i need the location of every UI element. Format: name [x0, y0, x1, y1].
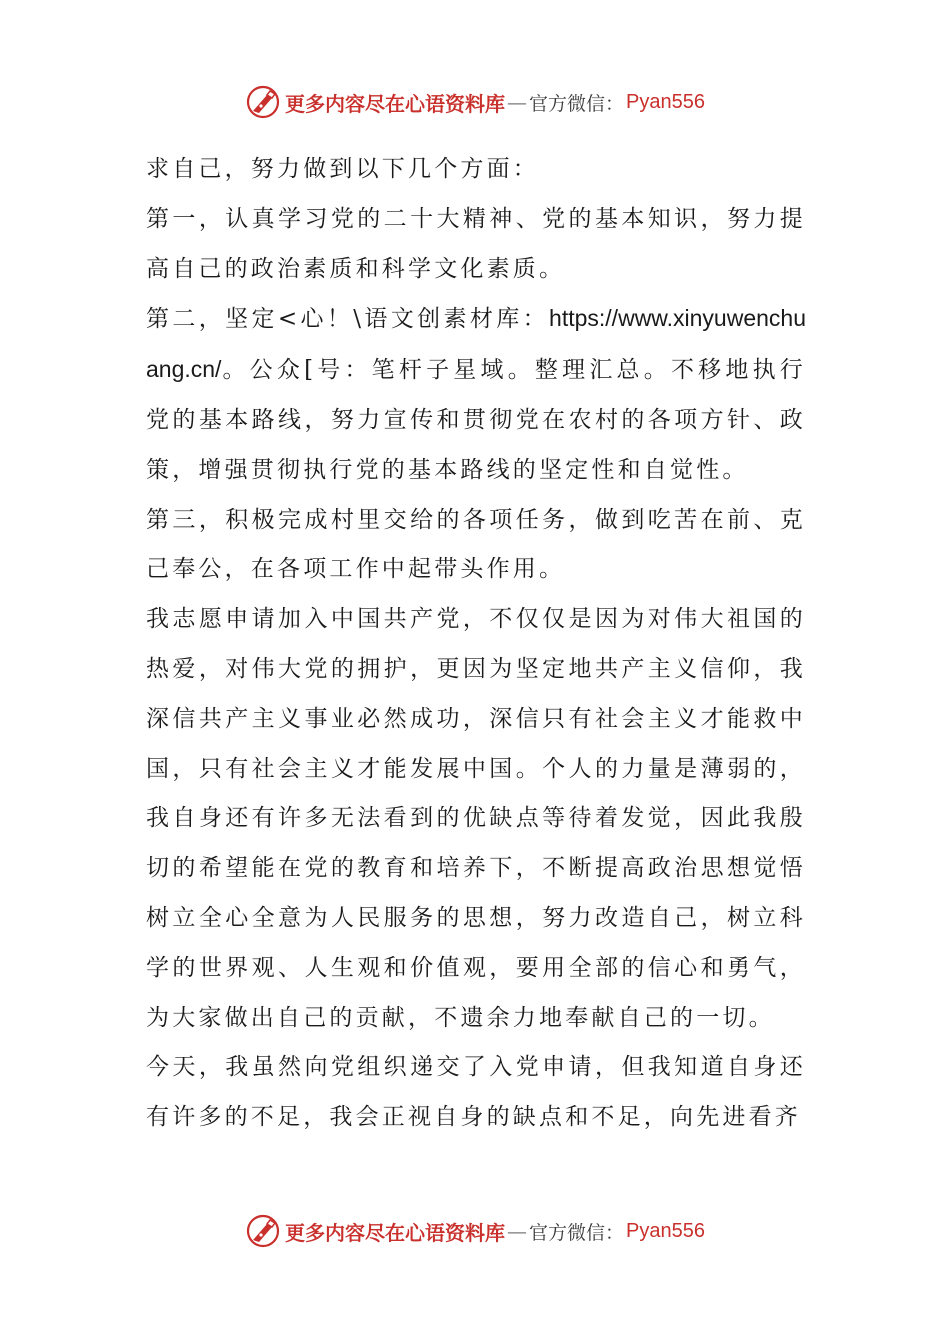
- footer-banner: [0, 1211, 950, 1251]
- paragraph-3-lead: 第二，坚定<心！\语文创素材库：: [146, 306, 550, 333]
- header-banner: [0, 82, 950, 122]
- document-body: [146, 145, 806, 1143]
- paragraph-6: 今天，我虽然向党组织递交了入党申请，但我知道自身还有许多的不足，我会正视自身的缺点和不足，向先进看齐: [146, 1054, 806, 1131]
- paragraph-3: [146, 294, 806, 495]
- paragraph-3-rest: 。公众[号：笔杆子星域。整理汇总。不移地执行党的基本路线，努力宣传和贯彻党在农村的各项方针、政策，增强贯彻执行党的基本路线的坚定性和自觉性。: [146, 357, 806, 483]
- banner-title: 更多内容尽在心语资料库: [285, 91, 505, 116]
- banner-account: Pyan556: [626, 90, 705, 113]
- banner-subtitle: 官方微信：: [529, 92, 625, 115]
- pen-nib-logo-icon: [245, 84, 281, 120]
- paragraph-2: 第一，认真学习党的二十大精神、党的基本知识，努力提高自己的政治素质和科学文化素质。: [146, 205, 806, 282]
- banner-subtitle: 官方微信：: [529, 1221, 625, 1244]
- paragraph-1: 求自己，努力做到以下几个方面：: [146, 156, 539, 182]
- source-url-part-2: www.xinyuwenchuang.cn/: [146, 305, 806, 383]
- source-url-part-1: https://: [549, 305, 619, 332]
- banner-account: Pyan556: [626, 1219, 705, 1242]
- banner-dash: —: [507, 90, 527, 114]
- paragraph-5: 我志愿申请加入中国共产党，不仅仅是因为对伟大祖国的热爱，对伟大党的拥护，更因为坚定地共产主义信仰，我深信共产主义事业必然成功，深信只有社会主义才能救中国，只有社会主义才能发展中国。个人的力量是薄弱的，我自身还有许多无法看到的优缺点等待着发觉，因此我殷切的希望能在党的教育和培养下，不断提高政治思想觉悟树立全心全意为人民服务的思想，努力改造自己，树立科学的世界观、人生观和价值观，要用全部的信心和勇气，为大家做出自己的贡献，不遗余力地奉献自己的一切。: [146, 606, 806, 1031]
- paragraph-4: 第三，积极完成村里交给的各项任务，做到吃苦在前、克己奉公，在各项工作中起带头作用。: [146, 506, 806, 583]
- banner-dash: —: [507, 1219, 527, 1243]
- pen-nib-logo-icon: [245, 1213, 281, 1249]
- banner-title: 更多内容尽在心语资料库: [285, 1220, 505, 1245]
